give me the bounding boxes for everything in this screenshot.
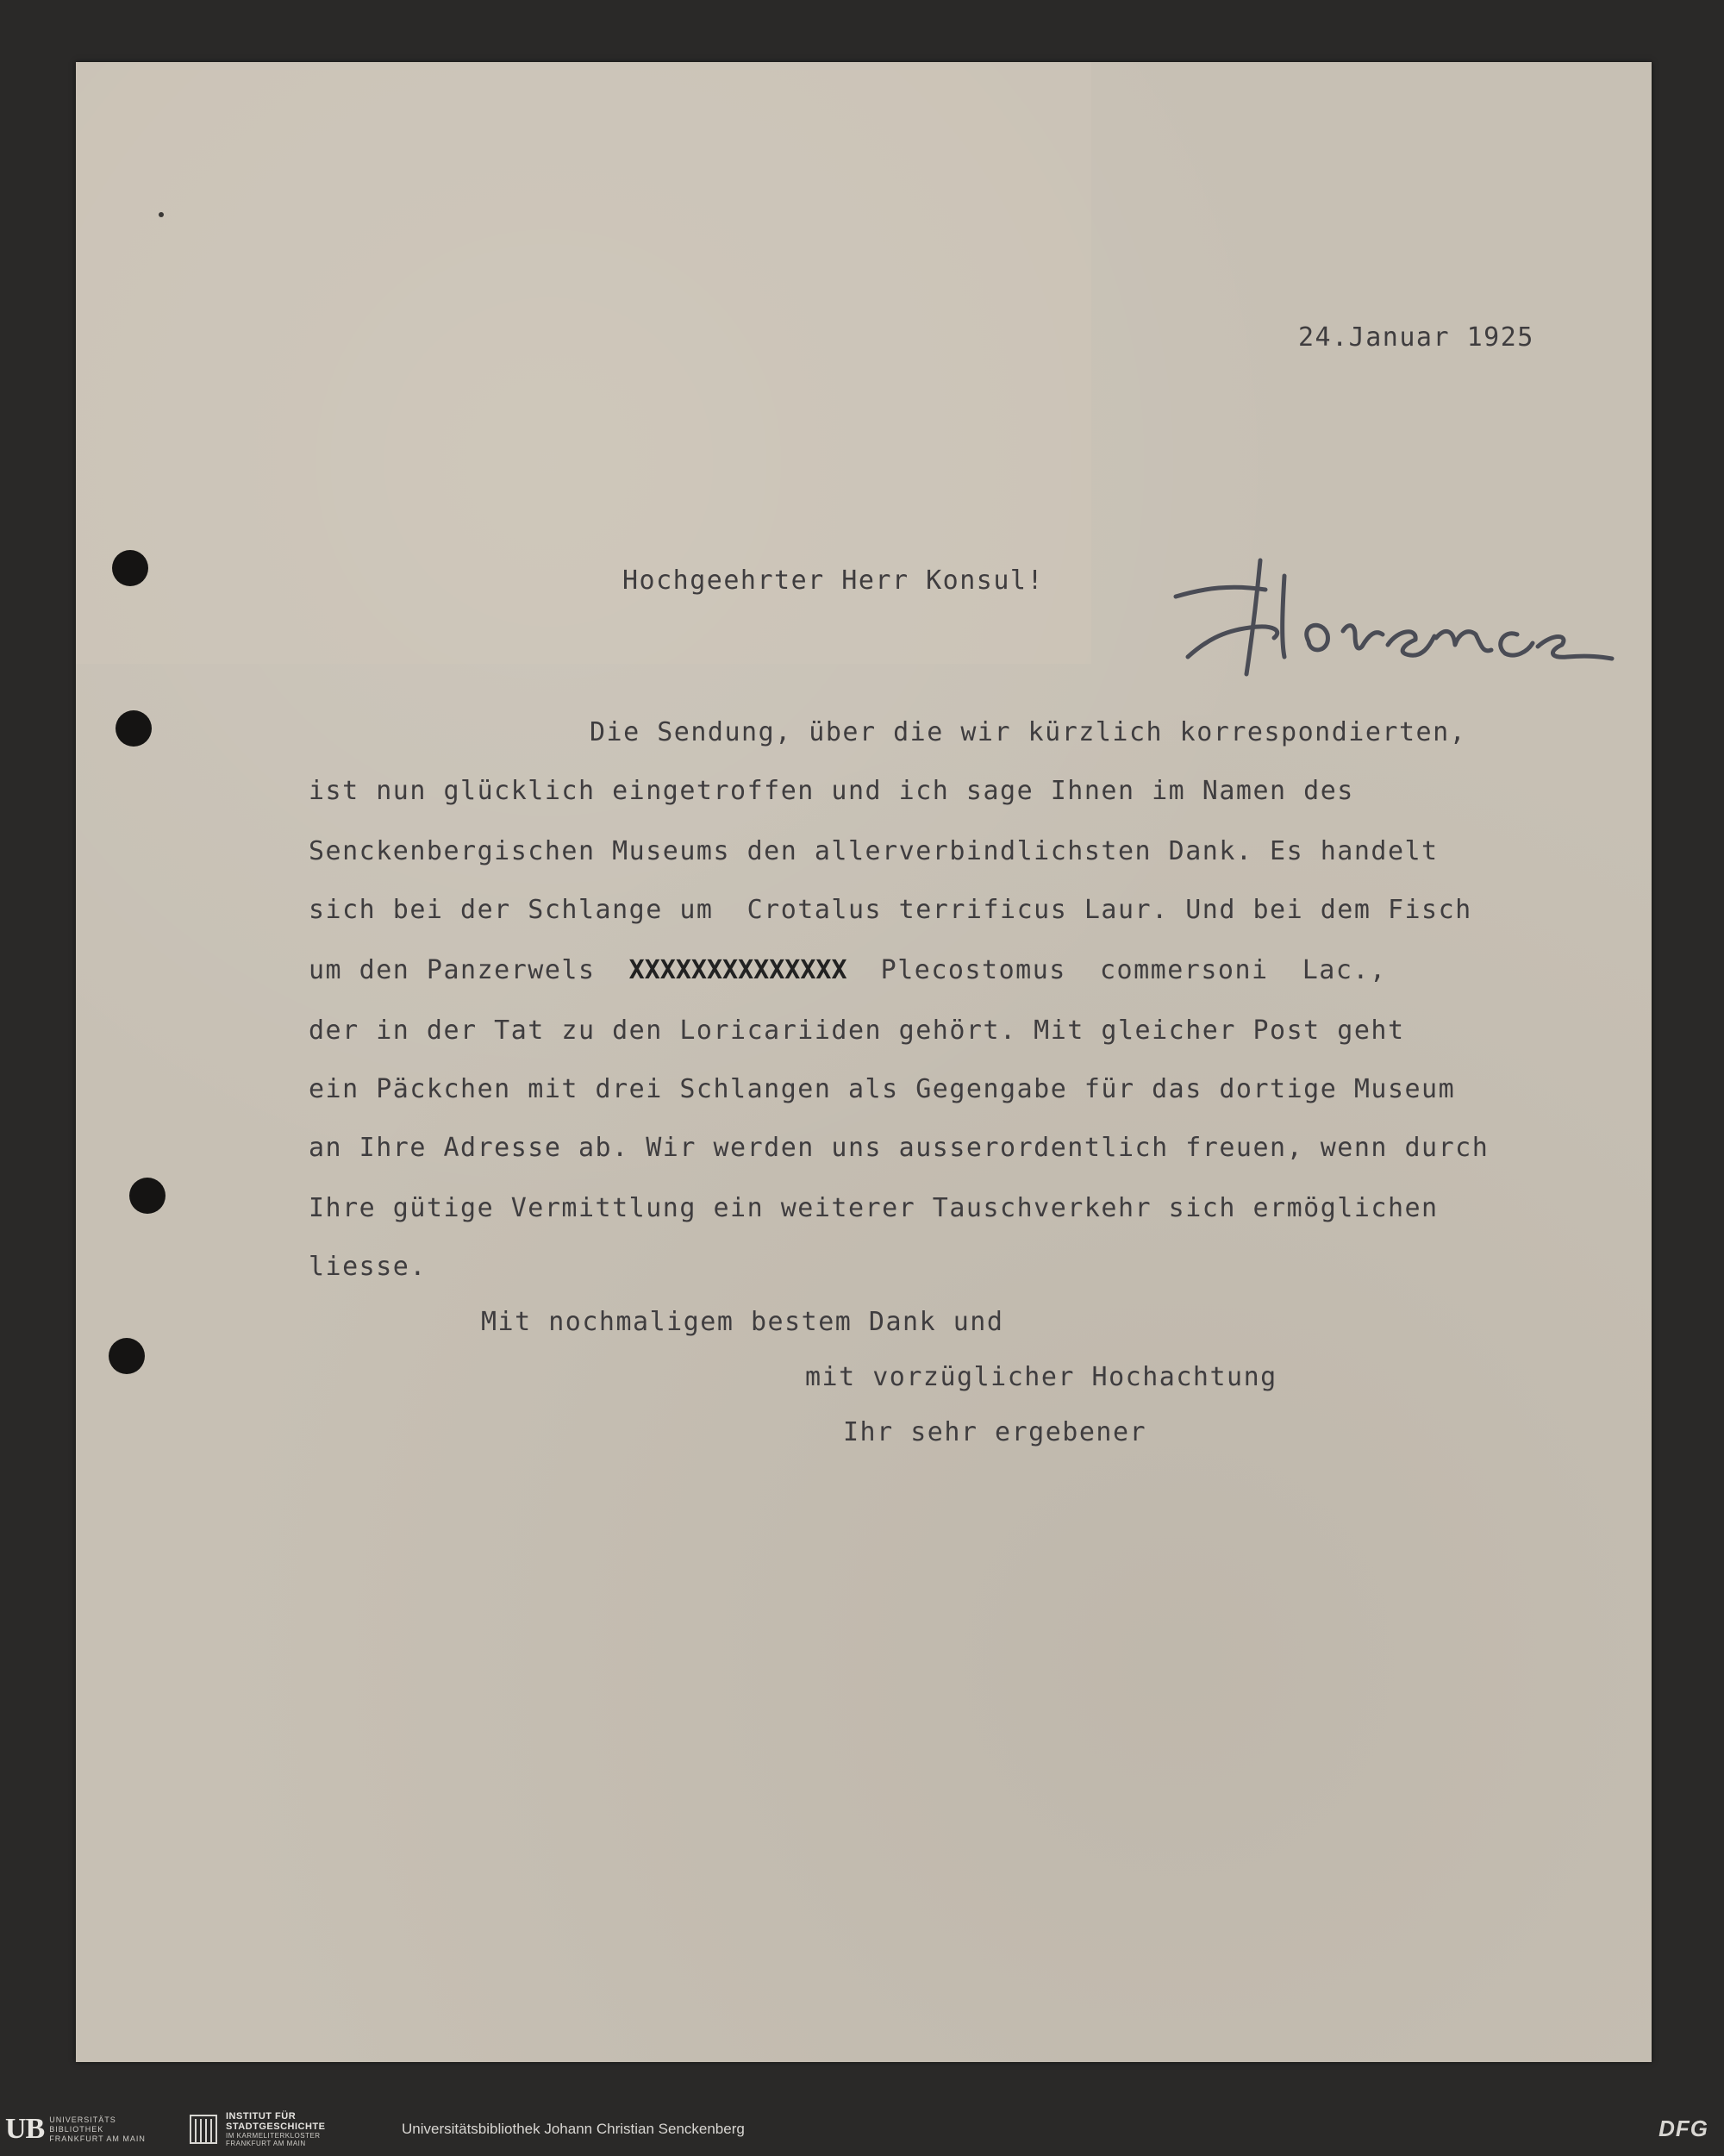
handwritten-annotation (1171, 545, 1619, 691)
punch-hole-4 (109, 1338, 145, 1374)
body-line-7: ein Päckchen mit drei Schlangen als Gegengabe für das dortige Museum (309, 1074, 1456, 1104)
isg-logo-line-4: FRANKFURT AM MAIN (226, 2140, 306, 2147)
isg-logo-line-3: IM KARMELITERKLOSTER (226, 2132, 321, 2140)
isg-logo-text (226, 2111, 325, 2147)
ub-logo-line-2: BIBLIOTHEK (49, 2124, 104, 2134)
ub-logo-line-3: FRANKFURT AM MAIN (49, 2134, 146, 2143)
building-icon (188, 2112, 219, 2147)
punch-hole-3 (129, 1178, 166, 1214)
ub-logo-text (49, 2115, 146, 2144)
library-name: Universitätsbibliothek Johann Christian Senckenberg (402, 2121, 745, 2137)
punch-hole-2 (116, 710, 152, 747)
body-line-9: Ihre gütige Vermittlung ein weiterer Tauschverkehr sich ermöglichen (309, 1193, 1439, 1223)
struck-out-word: XXXXXXXXXXXXXX (628, 955, 847, 985)
ub-logo (5, 2110, 146, 2148)
closing-line-1: Mit nochmaligem bestem Dank und (481, 1307, 1004, 1337)
body-line-3: Senckenbergischen Museums den allerverbindlichsten Dank. Es handelt (309, 836, 1439, 866)
closing-line-3: Ihr sehr ergebener (843, 1417, 1147, 1447)
viewer-footer (0, 2103, 1724, 2156)
body-line-4: sich bei der Schlange um Crotalus terrificus Laur. Und bei dem Fisch (309, 895, 1472, 925)
punch-hole-1 (112, 550, 148, 586)
body-line-5 (309, 955, 1387, 985)
isg-logo-line-2: STADTGESCHICHTE (226, 2122, 326, 2132)
body-line-5-end: Plecostomus commersoni Lac., (846, 955, 1387, 985)
dfg-logo: DFG (1658, 2115, 1708, 2141)
body-line-8: an Ihre Adresse ab. Wir werden uns ausserordentlich freuen, wenn durch (309, 1133, 1490, 1163)
letter-salutation: Hochgeehrter Herr Konsul! (622, 566, 1045, 596)
ub-logo-mark: UB (5, 2113, 45, 2145)
body-line-2: ist nun glücklich eingetroffen und ich sage Ihnen im Namen des (309, 776, 1354, 806)
paper-speck (159, 212, 164, 217)
body-line-5-start: um den Panzerwels (309, 955, 629, 985)
body-line-10: liesse. (309, 1252, 427, 1282)
isg-logo-line-1: INSTITUT FÜR (226, 2111, 297, 2122)
body-line-6: der in der Tat zu den Loricariiden gehört. Mit gleicher Post geht (309, 1016, 1405, 1046)
closing-line-2: mit vorzüglicher Hochachtung (805, 1362, 1277, 1392)
body-line-1: Die Sendung, über die wir kürzlich korrespondierten, (590, 717, 1467, 747)
isg-logo (188, 2110, 325, 2148)
letter-page (76, 62, 1652, 2062)
ub-logo-line-1: UNIVERSITÄTS (49, 2115, 116, 2124)
letter-date: 24.Januar 1925 (1298, 322, 1534, 353)
